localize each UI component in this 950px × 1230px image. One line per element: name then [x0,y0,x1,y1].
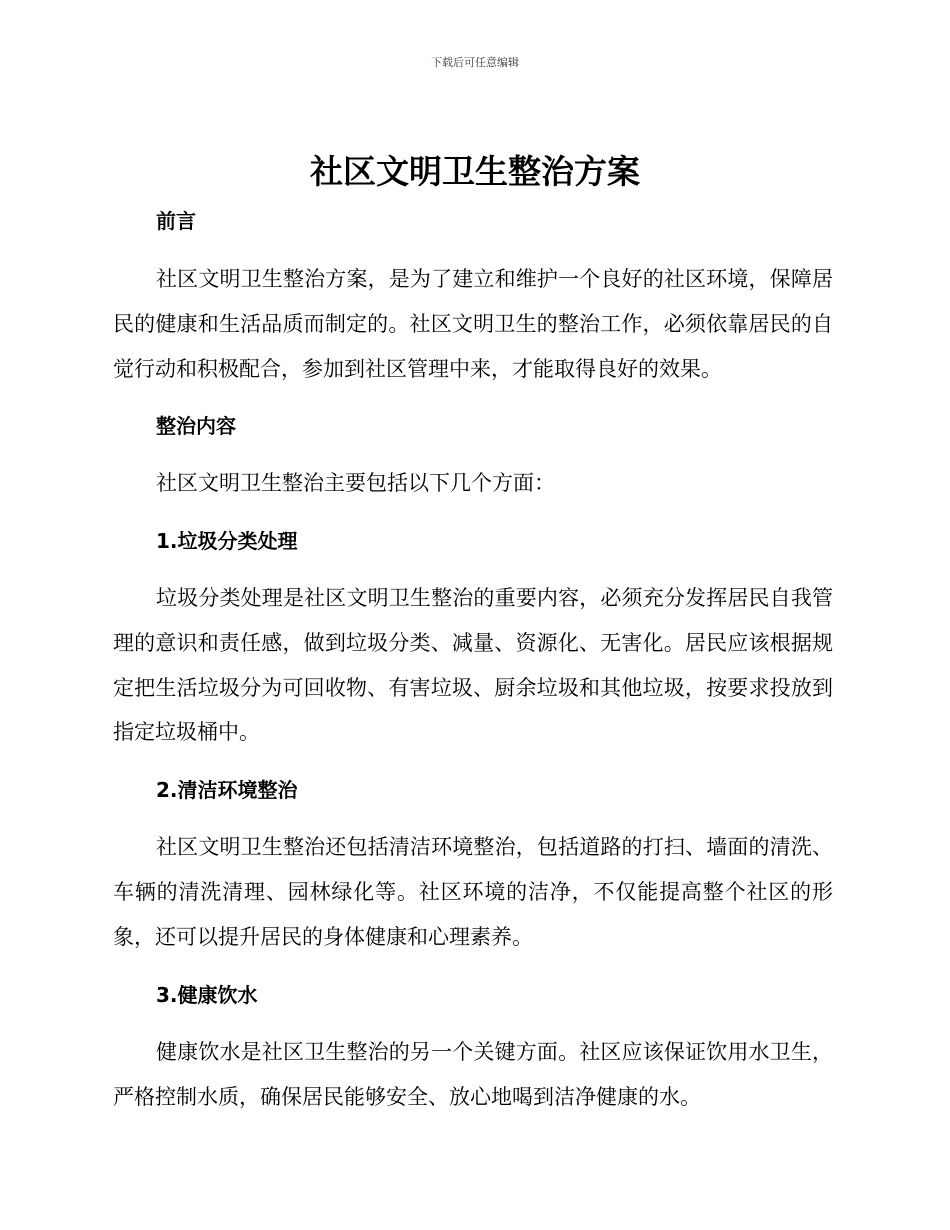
heading-content: 整治内容 [156,414,236,438]
paragraph-environment-cleaning: 社区文明卫生整治还包括清洁环境整治，包括道路的打扫、墙面的清洗、车辆的清洗清理、园林绿化等。社区环境的洁净，不仅能提高整个社区的形象，还可以提升居民的身体健康和心理素养。 [113,835,833,949]
heading-healthy-water: 3.健康饮水 [156,983,258,1007]
heading-environment-cleaning: 2.清洁环境整治 [156,778,298,802]
paragraph-content-intro: 社区文明卫生整治主要包括以下几个方面： [156,471,555,495]
page-header-note: 下载后可任意编辑 [431,56,519,69]
heading-preface: 前言 [156,209,196,233]
paragraph-garbage-sorting: 垃圾分类处理是社区文明卫生整治的重要内容，必须充分发挥居民自我管理的意识和责任感，做到垃圾分类、减量、资源化、无害化。居民应该根据规定把生活垃圾分为可回收物、有害垃圾、厨余垃圾和其他垃圾，按要求投放到指定垃圾桶中。 [113,586,833,745]
document-title: 社区文明卫生整治方案 [310,152,640,191]
heading-garbage-sorting: 1.垃圾分类处理 [156,529,298,553]
paragraph-preface: 社区文明卫生整治方案，是为了建立和维护一个良好的社区环境，保障居民的健康和生活品质而制定的。社区文明卫生的整治工作，必须依靠居民的自觉行动和积极配合，参加到社区管理中来，才能取得良好的效果。 [113,267,833,381]
paragraph-healthy-water: 健康饮水是社区卫生整治的另一个关键方面。社区应该保证饮用水卫生，严格控制水质，确保居民能够安全、放心地喝到洁净健康的水。 [113,1040,833,1109]
